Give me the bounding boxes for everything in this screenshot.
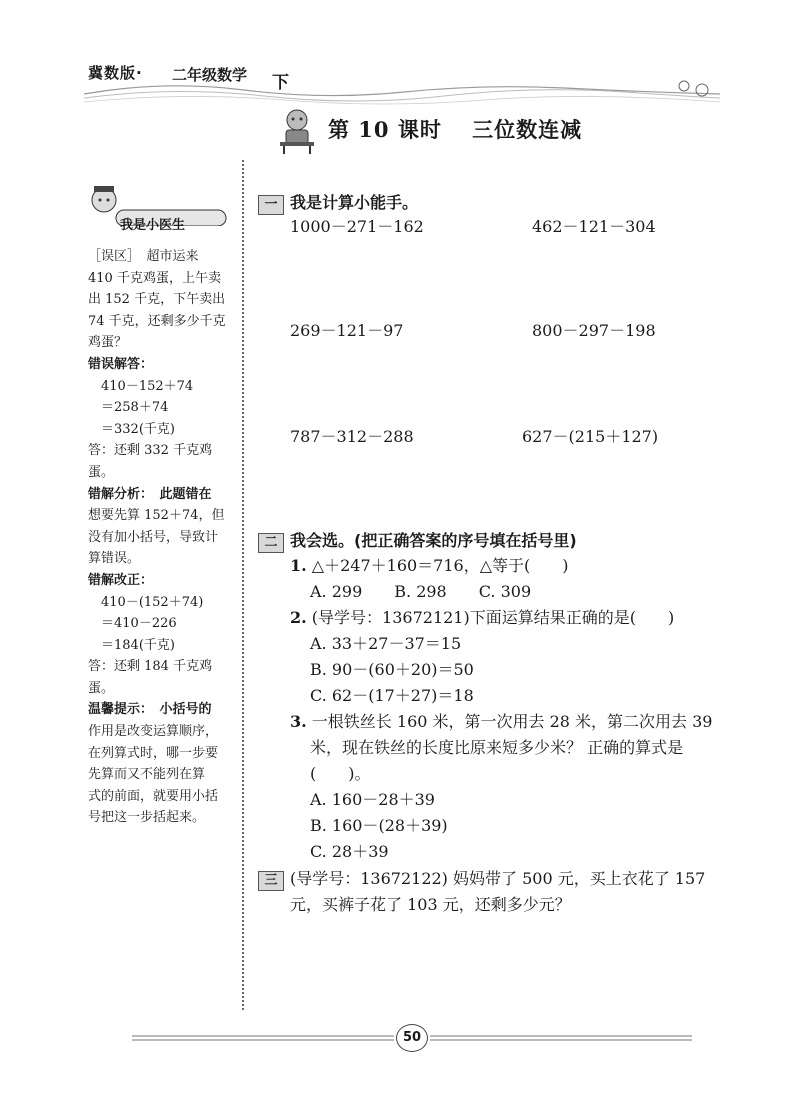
q3-line2: 米，现在铁丝的长度比原来短多少米？ 正确的算式是 [310, 738, 684, 757]
page-number: 50 [396, 1024, 428, 1052]
q1-number: 1. [290, 556, 307, 575]
q2-text: (导学号：13672121)下面运算结果正确的是( ) [311, 608, 675, 627]
sidebar-line: ＝258＋74 [88, 400, 169, 416]
section3-tag: 三 [258, 871, 284, 891]
sidebar-line: ＝184(千克) [88, 637, 175, 653]
q3-option-b: B. 160－(28＋39) [310, 816, 448, 835]
section2-header [258, 528, 577, 553]
sidebar-line: 算错误。 [88, 551, 141, 567]
header-grade: 二年级数学 [172, 66, 248, 84]
lesson-title: 第 10 课时 三位数连减 [328, 117, 583, 142]
footer-rule-left [132, 1034, 394, 1042]
q3-line1: 一根铁丝长 160 米，第一次用去 28 米，第二次用去 39 [311, 712, 713, 731]
sidebar-line: 先算而又不能列在算 [88, 767, 206, 783]
expr-6: 627－(215＋127) [522, 427, 659, 446]
q2-option-c: C. 62－(17＋27)＝18 [310, 686, 474, 705]
sidebar-line: 错解改正： [88, 572, 154, 588]
q3-option-c: C. 28＋39 [310, 842, 389, 861]
sidebar-line: 在列算式时，哪一步要 [88, 745, 219, 761]
q2 [290, 605, 674, 628]
expr-5: 787－312－288 [290, 427, 414, 446]
q3-line3: ( )。 [310, 764, 371, 783]
sidebar-line: 没有加小括号，导致计 [88, 529, 219, 545]
expr-4: 800－297－198 [532, 321, 656, 340]
section1-header [258, 190, 418, 215]
character-icon [278, 106, 316, 154]
q3-number: 3. [290, 712, 307, 731]
sidebar-line: 鸡蛋？ [88, 335, 128, 351]
sidebar-line: 号把这一步括起来。 [88, 810, 206, 826]
sidebar-line: 出 152 千克，下午卖出 [88, 292, 226, 308]
sidebar-line: 温馨提示： 小括号的 [88, 702, 212, 718]
q2-number: 2. [290, 608, 307, 627]
header-series: 冀数版· [88, 64, 143, 82]
q3 [290, 709, 713, 732]
section3-line2: 元，买裤子花了 103 元，还剩多少元？ [290, 895, 571, 914]
section2-title: 我会选。(把正确答案的序号填在括号里) [290, 531, 577, 550]
sidebar-line: 410 千克鸡蛋，上午卖 [88, 270, 221, 286]
section1-tag: 一 [258, 195, 284, 215]
q1-options: A. 299 B. 298 C. 309 [310, 582, 532, 601]
q3-option-a: A. 160－28＋39 [310, 790, 435, 809]
sidebar-line: 答：还剩 332 千克鸡蛋。 [88, 443, 213, 480]
section3-line1: (导学号：13672122) 妈妈带了 500 元，买上衣花了 157 [290, 869, 706, 888]
sidebar-line: 作用是改变运算顺序， [88, 724, 219, 740]
header-volume: 下 [272, 73, 289, 93]
sidebar-badge-label: 我是小医生 [120, 218, 186, 233]
sidebar-line: 410－152＋74 [88, 378, 194, 394]
column-divider [242, 160, 244, 1010]
sidebar-line: ＝332(千克) [88, 421, 175, 437]
sidebar-line: 蛋。 [88, 680, 115, 696]
expr-2: 462－121－304 [532, 217, 656, 236]
footer-rule-right [430, 1034, 692, 1042]
q2-option-a: A. 33＋27－37＝15 [310, 634, 462, 653]
q1 [290, 553, 569, 576]
section2-tag: 二 [258, 533, 284, 553]
section3 [258, 866, 705, 891]
sidebar-content [88, 246, 238, 829]
sidebar-line: 74 千克，还剩多少千克 [88, 313, 226, 329]
sidebar-line: 式的前面，就要用小括 [88, 788, 219, 804]
header-decoration [84, 80, 720, 108]
q2-option-b: B. 90－(60＋20)＝50 [310, 660, 474, 679]
sidebar-line: 410－(152＋74) [88, 594, 204, 610]
expr-3: 269－121－97 [290, 321, 404, 340]
sidebar-line: ＝410－226 [88, 616, 177, 632]
q1-text: △＋247＋160＝716，△等于( ) [311, 556, 569, 575]
sidebar-line: 想要先算 152＋74，但 [88, 508, 225, 524]
sidebar-line: 错误解答： [88, 356, 154, 372]
expr-1: 1000－271－162 [290, 217, 424, 236]
sidebar-line: 错解分析： 此题错在 [88, 486, 212, 502]
section1-title: 我是计算小能手。 [290, 193, 419, 212]
sidebar-line: 答：还剩 184 千克鸡 [88, 659, 213, 675]
sidebar-line: ［误区］ 超市运来 [88, 249, 199, 264]
